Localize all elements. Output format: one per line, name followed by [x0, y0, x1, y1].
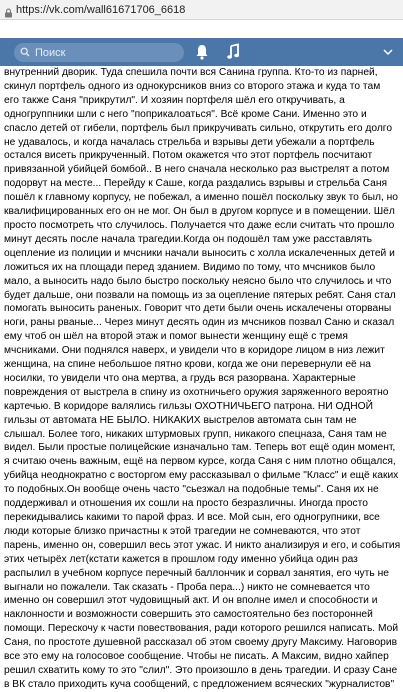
browser-address-bar[interactable] [0, 0, 403, 20]
post-line: мало, а выносить надо было быстро поскольку неясно было что случилось и что [4, 275, 392, 287]
post-line: подорвут на месте... Перейду к Саше, когда раздались взрывы и стрельба Саня [4, 178, 388, 190]
post-line: одногруппники шли с него "поприкалоаться". Всё кроме Сани. Именно это и [4, 108, 367, 120]
post-line: поддерживал и отношения их сошли на просто безразличны. Иногда просто [4, 498, 368, 510]
post-line: носилки, то увидели что она мертва, а грудь вся разорвана. Характерные [4, 372, 356, 384]
post-line: привязанной убийцей бомбой.. В него сначала несколько раз выстрелят а потом [4, 164, 390, 176]
post-line: слышал. Более того, никаких штурмовых групп, никакого спецназа, Саня там не [4, 428, 387, 440]
post-line: люди которые близко причастны к этой трагедии не сомневаются, что этот [4, 525, 361, 537]
post-line: квалифицированных его он не мог. Он был в другом корпусе и в помещении. Шёл [4, 206, 395, 218]
post-line: ему чтоб он шёл на второй этаж и помог вынести женщину ещё с тремя [4, 331, 348, 343]
post-line: видел. Были простые полицейские изначально там. Теперь вот ещё один момент, [4, 442, 396, 454]
post-line: оцепление из полиции и мчсники начали выносить с холла искалеченных детей и [4, 247, 395, 259]
url-text: https://vk.com/wall61671706_6618 [16, 3, 186, 16]
post-line: ноги, раны рваные... Через минут десять один из мчсников позвал Саню и сказал [4, 317, 395, 329]
post-line: остался висеть прикрученный. Потом окажется что этот портфель посчитают [4, 150, 373, 162]
post-line: перекидывались какими то парой фраз. И все. Мой сын, его одногрупники, все [4, 512, 380, 523]
search-placeholder: Поиск [35, 46, 66, 59]
post-line: парень, именно он, совершил весь этот ужас. И никто анализируя и его, и события [4, 539, 401, 551]
post-line: именно он совершил этот чудовищный акт. И он вполне имел и способности и [4, 595, 378, 607]
post-line: спасло детей от гибели, портфель был прикручивать сильно, открутить его долго [4, 122, 393, 134]
post-line: повреждения от выстрела в спину из охотничьего оружия заряженного вероятно [4, 386, 389, 398]
post-line: убийца неоднократно с восторгом ему рассказывал о фильме "Класс" и ещё каких [4, 470, 399, 482]
post-line: просто посмотреть что случилось. Получается что даже если считать что прошло [4, 219, 395, 231]
lock-icon [4, 5, 13, 15]
post-line: все это ему на голосовое сообщение. Чтобы не писать. А Максим, видно хайпер [4, 651, 389, 663]
post-line: выгнали но пожалели. Так сказать - Проба пера...) никто не сомневается что [4, 581, 370, 593]
post-line: внутренний дворик. Туда спешила почти вся Санина группа. Кто-то из парней, [4, 67, 378, 78]
post-line: решил схватить кому то это "слил". Это произошло в день трагедии. И сразу Сане [4, 664, 398, 676]
post-line: картечью. В коридоре валялись гильзы ОХОТНИЧЬЕГО патрона. НИ ОДНОЙ [4, 400, 373, 412]
chevron-down-icon[interactable] [382, 45, 394, 63]
post-line: этих четырёх лет(кстати кажется в прошлом году именно убийца один раз [4, 553, 358, 565]
post-line: помощи. Перескочу к части повествования, ради которого решился написать. Мой [4, 623, 399, 635]
post-content [4, 66, 402, 690]
post-line: то подобных.Он вообще очень часто "сьезжал на подобные темы". Саня их не [4, 484, 379, 496]
post-line: его также Саня "прикрутил". И хозяин портфеля шёл его откручивать, а [4, 94, 345, 106]
search-input[interactable] [14, 43, 184, 62]
post-line: в ВК стало приходить куча сообщений, с предложением всяческих "журналистов" [4, 678, 395, 690]
post-line: пошёл к главному корпусу, не побежал, а именно пошёл поскольку звук то был, но [4, 192, 399, 204]
post-line: распылил в учебном корпусе перечный баллончик и сорвал занятия, его чуть не [4, 567, 389, 579]
post-line: я считаю очень важным, ещё на первом курсе, когда Саня с ним плотно общался, [4, 456, 396, 468]
post-line: ложиться их на площади перед зданием. Видимо по тому, что мчсников было [4, 261, 376, 273]
bell-icon[interactable] [195, 43, 209, 66]
post-line: не удавалось, и когда началась стрельба и взрывы дети убежали а портфель [4, 136, 375, 148]
post-text [4, 66, 402, 692]
post-line: наклонности и возможности совершить это самостоятельно без посторонней [4, 609, 373, 621]
post-line: минут десять после начала трагедии.Когда он подошёл там уже расставлять [4, 233, 372, 245]
post-line: скинул портфель одного из однокурсников вниз со второго этажа и куда то там [4, 80, 381, 92]
post-line: женщина, на спине небольшое пятно крови, когда же они перевернули её на [4, 359, 371, 371]
post-line: гильзы от автомата НЕ БЫЛО. НИКАКИХ выстрелов автомата сын там не [4, 414, 357, 426]
post-line: Саня, по простоте душевной рассказал об этом своему другу Максиму. Наговорив [4, 637, 398, 649]
browser-spacer [0, 20, 403, 38]
post-line: помогать выносить раненых. Говорит что дети были очень искалечены оторваны [4, 303, 392, 315]
post-line: мчсниками. Они поднялся наверх, и увидели что в коридоре лицом в низ лежит [4, 345, 385, 357]
music-icon[interactable] [226, 43, 240, 66]
post-line: будет дальше, они позвали на помощь из за оцепление пятерых ребят. Саня стал [4, 289, 396, 301]
search-icon [20, 44, 30, 62]
